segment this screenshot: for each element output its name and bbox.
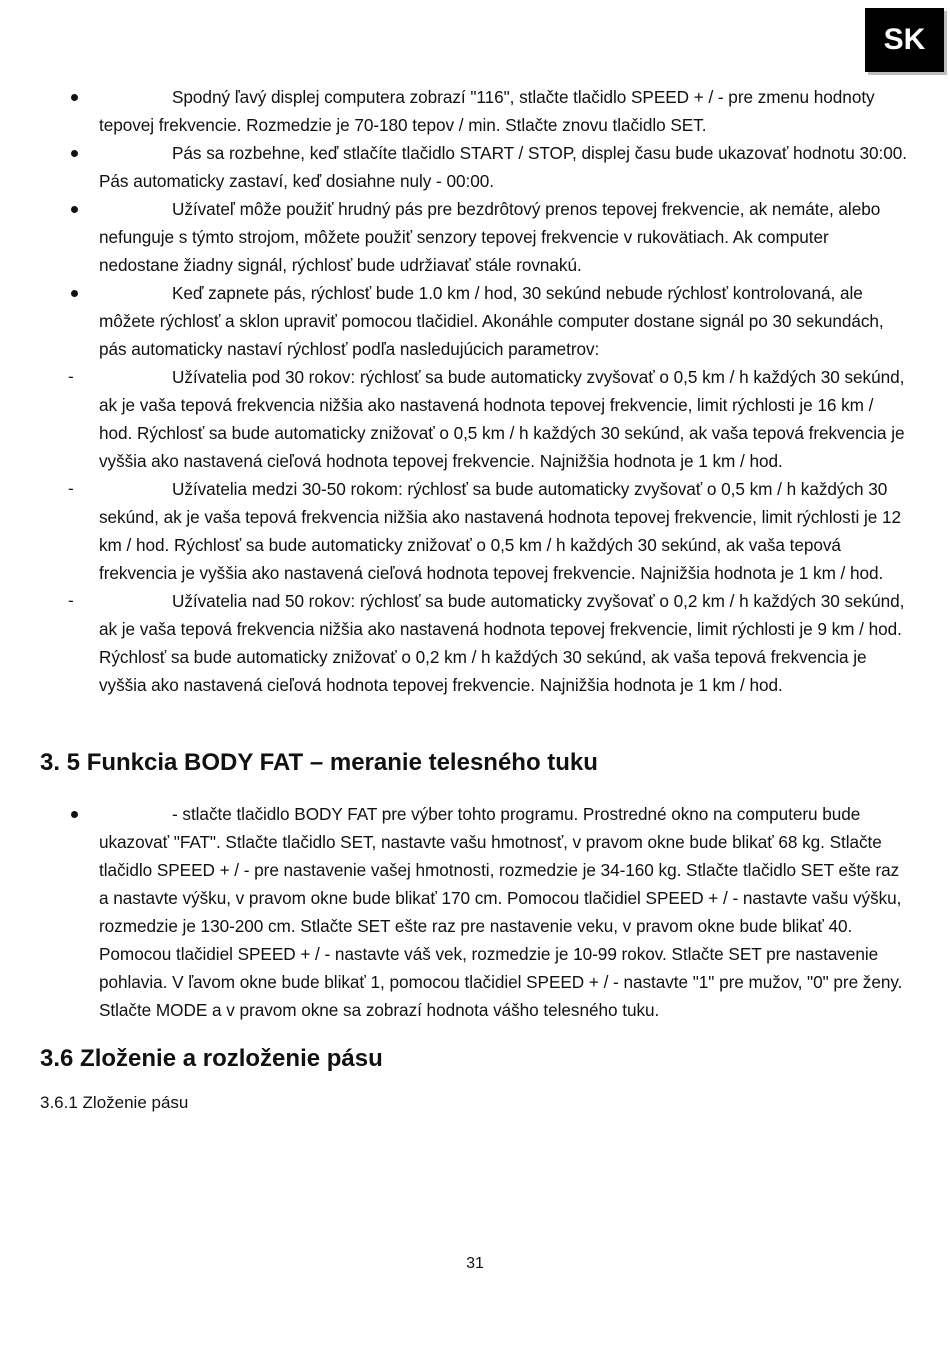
list-item-text: Užívatelia pod 30 rokov: rýchlosť sa bude automaticky zvyšovať o 0,5 km / h každých 30 sekúnd, ak je vaša tepová frekvencia nižšia ako nastavená hodnota tepovej frekvencie, limit rýchlosti je 16 km / hod. Rýchlosť sa bude automaticky znižovať o 0,5 km / h každých 30 sekúnd, ak vaša tepová frekvencia je vyššia ako nastavená cieľová hodnota tepovej frekvencie. Najnižšia hodnota je 1 km / hod.: [99, 367, 905, 471]
list-item-text: Pás sa rozbehne, keď stlačíte tlačidlo START / STOP, displej času bude ukazovať hodnotu 30:00. Pás automaticky zastaví, keď dosiahne nuly - 00:00.: [99, 143, 907, 191]
dash-marker: -: [68, 479, 74, 498]
page-content: [40, 83, 910, 1116]
dash-marker: -: [68, 367, 74, 386]
bullet-icon: [71, 811, 78, 818]
bullet-icon: [71, 150, 78, 157]
list-item: [40, 587, 910, 699]
dash-marker: -: [68, 591, 74, 610]
language-badge: SK: [865, 8, 944, 72]
list-item-text: Užívatelia medzi 30-50 rokom: rýchlosť sa bude automaticky zvyšovať o 0,5 km / h každých 30 sekúnd, ak je vaša tepová frekvencia nižšia ako nastavená hodnota tepovej frekvencie, limit rýchlosti je 12 km / hod. Rýchlosť sa bude automaticky znižovať o 0,5 km / h každých 30 sekúnd, ak vaša tepová frekvencia je vyššia ako nastavená cieľová hodnota tepovej frekvencie. Najnižšia hodnota je 1 km / hod.: [99, 479, 901, 583]
list-item-text: - stlačte tlačidlo BODY FAT pre výber tohto programu. Prostredné okno na computeru bude ukazovať "FAT". Stlačte tlačidlo SET, nastavte vašu hmotnosť, v pravom okne bude blikať 68 kg. Stlačte tlačidlo SPEED + / - pre nastavenie vašej hmotnosti, rozmedzie je 34-160 kg. Stlačte tlačidlo SET ešte raz a nastavte výšku, v pravom okne bude blikať 170 cm. Pomocou tlačidiel SPEED + / - nastavte vašu výšku, rozmedzie je 130-200 cm. Stlačte SET ešte raz pre nastavenie veku, v pravom okne bude blikať 40. Pomocou tlačidiel SPEED + / - nastavte váš vek, rozmedzie je 10-99 rokov. Stlačte SET pre nastavenie pohlavia. V ľavom okne bude blikať 1, pomocou tlačidiel SPEED + / - nastavte "1" pre mužov, "0" pre ženy. Stlačte MODE a v pravom okne sa zobrazí hodnota vášho telesného tuku.: [99, 804, 903, 1020]
list-item: [40, 195, 910, 279]
list-item: [40, 363, 910, 475]
list-item-text: Keď zapnete pás, rýchlosť bude 1.0 km / hod, 30 sekúnd nebude rýchlosť kontrolovaná, ale môžete rýchlosť a sklon upraviť pomocou tlačidiel. Akonáhle computer dostane signál po 30 sekundách, pás automaticky nastaví rýchlosť podľa nasledujúcich parametrov:: [99, 283, 884, 359]
bullet-icon: [71, 94, 78, 101]
bullet-icon: [71, 206, 78, 213]
list-item-text: Užívatelia nad 50 rokov: rýchlosť sa bude automaticky zvyšovať o 0,2 km / h každých 30 sekúnd, ak je vaša tepová frekvencia nižšia ako nastavená hodnota tepovej frekvencie, limit rýchlosti je 9 km / hod. Rýchlosť sa bude automaticky znižovať o 0,2 km / h každých 30 sekúnd, ak vaša tepová frekvencia je vyššia ako nastavená cieľová hodnota tepovej frekvencie. Najnižšia hodnota je 1 km / hod.: [99, 591, 905, 695]
page-number: 31: [466, 1255, 484, 1272]
subsection-heading: 3.6.1 Zloženie pásu: [40, 1093, 189, 1112]
bullet-icon: [71, 290, 78, 297]
section-heading-belt: 3.6 Zloženie a rozloženie pásu: [40, 1045, 383, 1072]
list-item: [40, 800, 910, 1024]
list-item-text: Užívateľ môže použiť hrudný pás pre bezdrôtový prenos tepovej frekvencie, ak nemáte, alebo nefunguje s týmto strojom, môžete použiť senzory tepovej frekvencie v rukovätiach. Ak computer nedostane žiadny signál, rýchlosť bude udržiavať stále rovnakú.: [99, 199, 881, 275]
list-item: [40, 83, 910, 139]
list-item: [40, 475, 910, 587]
section-heading-body-fat: 3. 5 Funkcia BODY FAT – meranie telesného tuku: [40, 749, 598, 776]
list-item: [40, 139, 910, 195]
list-item-text: Spodný ľavý displej computera zobrazí "116", stlačte tlačidlo SPEED + / - pre zmenu hodnoty tepovej frekvencie. Rozmedzie je 70-180 tepov / min. Stlačte znovu tlačidlo SET.: [99, 87, 875, 135]
list-item: [40, 279, 910, 363]
